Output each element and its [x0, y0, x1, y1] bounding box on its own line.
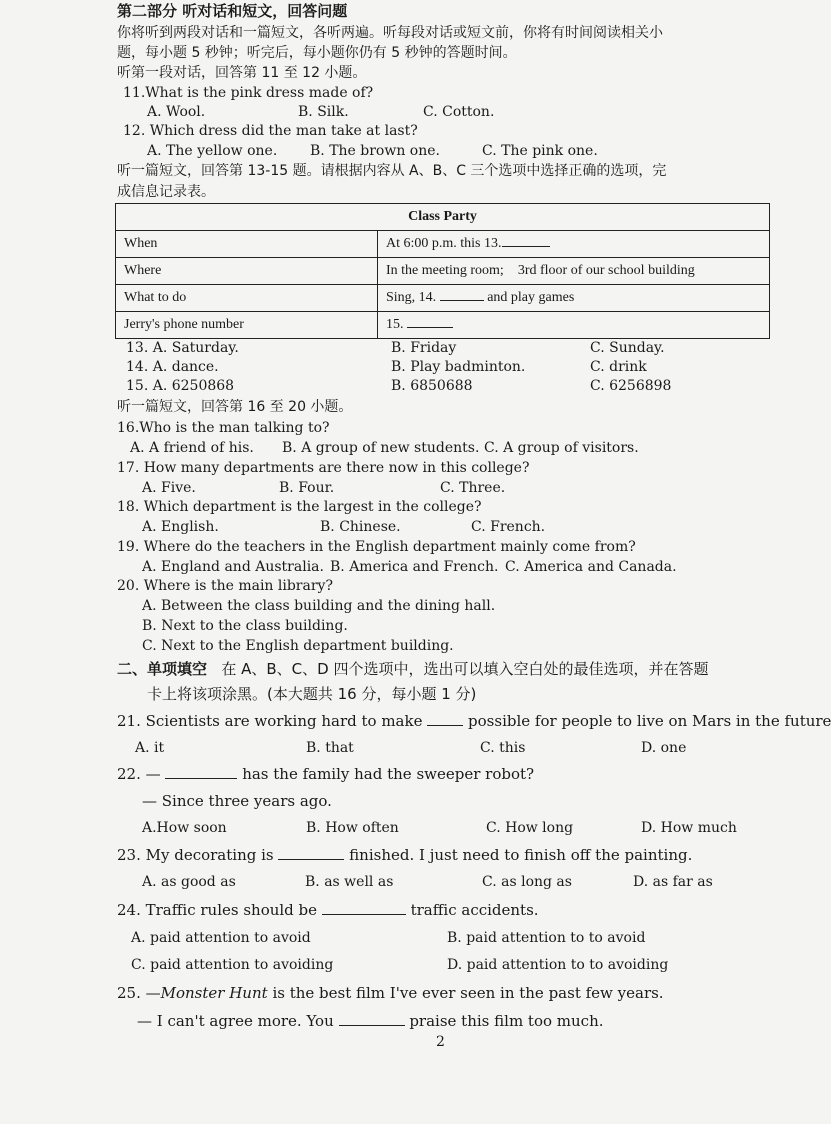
part2-intro-line2: 题，每小题 5 秒钟；听完后，每小题你仍有 5 秒钟的答题时间。 — [117, 45, 517, 61]
q22-reply: — Since three years ago. — [142, 792, 332, 810]
table-label: When — [116, 231, 378, 258]
table-row — [116, 285, 770, 312]
table-value — [378, 285, 770, 312]
table-value-text-2: and play games — [487, 290, 575, 305]
q23-option-a: A. as good as — [142, 874, 236, 890]
q12-option-a: A. The yellow one. — [147, 143, 278, 159]
q16-stem: 16.Who is the man talking to? — [117, 420, 330, 436]
part2-intro-line1: 你将听到两段对话和一篇短文，各听两遍。听每段对话或短文前，你将有时间阅读相关小 — [117, 25, 663, 41]
q24-stem — [117, 901, 539, 919]
q25-reply — [137, 1012, 604, 1030]
q19-option-b: B. America and French. — [330, 559, 499, 575]
q11-stem: 11.What is the pink dress made of? — [123, 85, 374, 101]
q13-option-c: C. Sunday. — [590, 340, 665, 356]
q23-stem-b: finished. I just need to finish off the painting. — [349, 846, 693, 864]
q22-stem-b: has the family had the sweeper robot? — [242, 765, 535, 783]
q20-option-a: A. Between the class building and the dining hall. — [142, 598, 496, 614]
q22-stem-a: 22. — — [117, 765, 161, 783]
q16-option-c: C. A group of visitors. — [484, 440, 639, 456]
q14-option-b: B. Play badminton. — [391, 359, 526, 375]
q14-option-a: 14. A. dance. — [126, 359, 219, 375]
table-row — [116, 231, 770, 258]
q22-option-c: C. How long — [486, 820, 574, 836]
q15-option-a: 15. A. 6250868 — [126, 378, 235, 394]
q23-option-b: B. as well as — [305, 874, 394, 890]
q11-option-b: B. Silk. — [298, 104, 349, 120]
q21-stem-a: 21. Scientists are working hard to make — [117, 712, 423, 730]
table-label: What to do — [116, 285, 378, 312]
q17-option-a: A. Five. — [142, 480, 196, 496]
q25-reply-b: praise this film too much. — [409, 1012, 604, 1030]
table-label: Jerry's phone number — [116, 312, 378, 339]
q21-option-b: B. that — [306, 740, 354, 756]
q12-stem: 12. Which dress did the man take at last? — [123, 123, 418, 139]
q24-option-d: D. paid attention to to avoiding — [447, 957, 669, 973]
passage1-instruction-line2: 成信息记录表。 — [117, 184, 215, 200]
q21-option-d: D. one — [641, 740, 687, 756]
table-value-text: 15. — [386, 317, 404, 332]
q23-option-d: D. as far as — [633, 874, 713, 890]
passage1-instruction-line1: 听一篇短文，回答第 13-15 题。请根据内容从 A、B、C 三个选项中选择正确的选项，完 — [117, 163, 667, 179]
q24-stem-b: traffic accidents. — [410, 901, 539, 919]
answer-blank — [278, 859, 344, 860]
q14-option-c: C. drink — [590, 359, 647, 375]
q13-option-b: B. Friday — [391, 340, 457, 356]
part-ii-instruction-line2: 卡上将该项涂黑。(本大题共 16 分，每小题 1 分) — [147, 685, 477, 703]
dialogue1-instruction: 听第一段对话，回答第 11 至 12 小题。 — [117, 65, 367, 81]
q17-option-b: B. Four. — [279, 480, 335, 496]
q12-option-b: B. The brown one. — [310, 143, 440, 159]
answer-blank — [407, 327, 453, 328]
q20-option-b: B. Next to the class building. — [142, 618, 348, 634]
part-ii-header — [117, 660, 708, 678]
q22-option-b: B. How often — [306, 820, 399, 836]
table-value-text-2: 3rd floor of our school building — [517, 263, 695, 278]
q18-option-c: C. French. — [471, 519, 546, 535]
answer-blank — [427, 725, 463, 726]
q19-stem: 19. Where do the teachers in the English department mainly come from? — [117, 539, 636, 555]
q25-stem-b: is the best film I've ever seen in the past few years. — [272, 984, 664, 1002]
q24-option-c: C. paid attention to avoiding — [131, 957, 334, 973]
q20-option-c: C. Next to the English department building. — [142, 638, 454, 654]
q24-stem-a: 24. Traffic rules should be — [117, 901, 318, 919]
q16-option-b: B. A group of new students. — [282, 440, 480, 456]
q21-stem — [117, 712, 831, 730]
part-ii-instruction-line1: 在 A、B、C、D 四个选项中，选出可以填入空白处的最佳选项，并在答题 — [221, 660, 709, 678]
q22-stem — [117, 765, 534, 783]
table-value — [378, 312, 770, 339]
q25-film-title: Monster Hunt — [160, 984, 268, 1002]
table-row — [116, 312, 770, 339]
q17-stem: 17. How many departments are there now in this college? — [117, 460, 530, 476]
q20-stem: 20. Where is the main library? — [117, 578, 333, 594]
table-value — [378, 258, 770, 285]
q24-option-b: B. paid attention to to avoid — [447, 930, 646, 946]
answer-blank — [322, 914, 406, 915]
q24-option-a: A. paid attention to avoid — [131, 930, 311, 946]
class-party-table — [115, 203, 770, 339]
answer-blank — [339, 1025, 405, 1026]
q21-option-c: C. this — [480, 740, 526, 756]
q11-option-c: C. Cotton. — [423, 104, 495, 120]
q23-stem — [117, 846, 692, 864]
q18-stem: 18. Which department is the largest in the college? — [117, 499, 482, 515]
q23-stem-a: 23. My decorating is — [117, 846, 274, 864]
q25-stem — [117, 984, 664, 1002]
page-number: 2 — [436, 1034, 445, 1050]
q12-option-c: C. The pink one. — [482, 143, 598, 159]
part2-heading: 第二部分 听对话和短文，回答问题 — [117, 2, 348, 20]
q16-option-a: A. A friend of his. — [130, 440, 254, 456]
q18-option-b: B. Chinese. — [320, 519, 401, 535]
q19-option-a: A. England and Australia. — [142, 559, 324, 575]
q23-option-c: C. as long as — [482, 874, 572, 890]
part-ii-heading: 二、单项填空 — [117, 660, 208, 678]
table-row — [116, 258, 770, 285]
table-value-text: At 6:00 p.m. this 13. — [386, 236, 502, 251]
q15-option-b: B. 6850688 — [391, 378, 473, 394]
q25-stem-pre: 25. — — [117, 984, 161, 1002]
answer-blank — [440, 300, 484, 301]
q15-option-c: C. 6256898 — [590, 378, 672, 394]
q18-option-a: A. English. — [142, 519, 219, 535]
table-value-text: In the meeting room; — [386, 263, 504, 278]
q13-option-a: 13. A. Saturday. — [126, 340, 239, 356]
q21-option-a: A. it — [135, 740, 165, 756]
q11-option-a: A. Wool. — [147, 104, 206, 120]
q21-stem-b: possible for people to live on Mars in the future — [468, 712, 831, 730]
table-title: Class Party — [116, 204, 770, 231]
q25-reply-a: — I can't agree more. You — [137, 1012, 334, 1030]
passage2-instruction: 听一篇短文，回答第 16 至 20 小题。 — [117, 399, 353, 415]
answer-blank — [502, 246, 550, 247]
table-value-text: Sing, 14. — [386, 290, 437, 305]
q22-option-d: D. How much — [641, 820, 737, 836]
q22-option-a: A.How soon — [142, 820, 227, 836]
table-value — [378, 231, 770, 258]
q19-option-c: C. America and Canada. — [505, 559, 677, 575]
table-title-row — [116, 204, 770, 231]
answer-blank — [165, 778, 237, 779]
table-label: Where — [116, 258, 378, 285]
q17-option-c: C. Three. — [440, 480, 506, 496]
